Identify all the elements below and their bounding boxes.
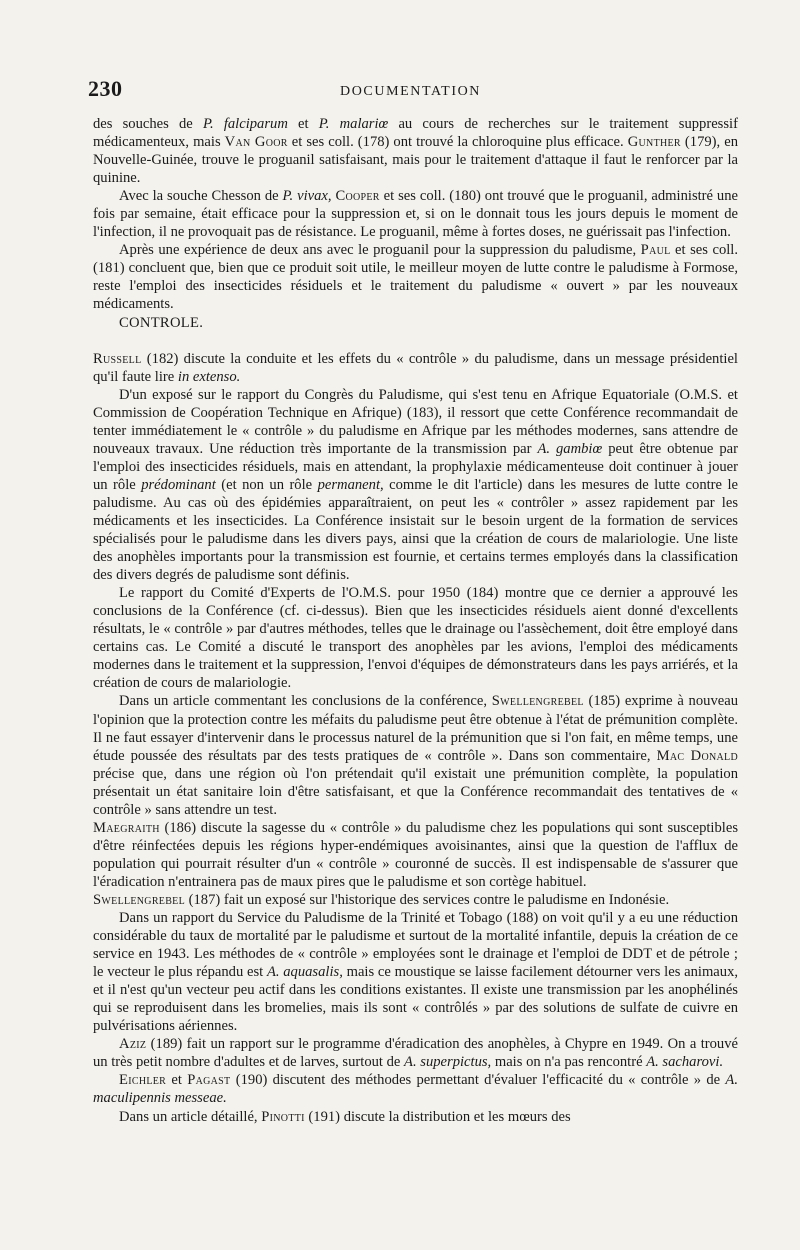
paragraph [93,584,738,692]
text-run: (190) discutent des méthodes permettant d'évaluer l'efficacité du « contrôle » de [230,1072,726,1089]
italic-term: in extenso. [177,368,241,385]
text-run: (185) exprime à nouveau l'opinion que la protection contre les méfaits du paludisme peut être obtenue à l'état de prémunition complète. Il ne faut essayer d'intervenir dans le processus naturel de la prémunition que si l'on fait, en même temps, une étude poussée des résultats par des tests pratiques de « contrôle ». Dans son commentaire, [93,693,738,764]
text-run: Dans un article commentant les conclusions de la conférence, [119,693,492,710]
paragraph [93,1108,738,1126]
text-run: Dans un rapport du Service du Paludisme de la Trinité et Tobago (188) on voit qu'il y a eu une réduction considérable du taux de mortalité par le paludisme et surtout de la mortalité infantile, depuis la création de ce service en 1943. Les méthodes de « contrôle » employées sont le drainage et l'emploi de DDT et de pétrole ; le vecteur le plus répandu est [93,910,738,981]
text-run: CONTROLE. [119,314,204,331]
italic-term: P. malariœ [318,116,389,132]
text-run: au cours de recherches sur le traitement suppressif médicamenteux, mais [93,116,738,151]
text-run: Le rapport du Comité d'Experts de l'O.M.S. pour 1950 (184) montre que ce dernier a approuvé les conclusions de la Conférence (cf. ci-dessus). Bien que les insecticides résiduels aient donné d'excellents résultats, le « contrôle » par d'autres méthodes, telles que le drainage ou l'assèchement, doit être employé dans certains cas. Le Comité a discuté le transport des anophèles par les avions, l'emploi des médicaments modernes dans le traitement et la suppression, l'envoi d'équipes de démonstrateurs dans les pays arriérés, et la création de cours de malariologie. [93,585,738,692]
author-name: Gunther [627,134,681,151]
text-run: (179), en Nouvelle-Guinée, trouve le proguanil satisfaisant, mais pour le traitement d'attaque il faut le renforcer par la quinine. [93,134,738,187]
paragraph [93,819,738,891]
italic-term: permanent, [317,476,384,493]
article-body [93,115,738,1126]
text-run: (191) discute la distribution et les mœurs des [304,1108,571,1125]
author-name: Swellengrebel [93,891,185,908]
paragraph [93,909,738,1035]
author-name: Russell [93,350,142,367]
text-run: précise que, dans une région où l'on prétendait qu'il existait une prémunition complète, la population présentait un état sanitaire loin d'être satisfaisant, et que la Conférence recommandait des tentatives de « contrôle » sans attendre un test. [93,765,738,818]
author-name: Maegraith [93,819,160,836]
text-run: et ses coll. (181) concluent que, bien que ce produit soit utile, le meilleur moyen de lutte contre le paludisme à Formose, reste l'emploi des insecticides résiduels et le traitement du paludisme « ouvert » par les nouveaux médicaments. [93,242,738,313]
author-name: Cooper [335,188,380,205]
text-run: D'un exposé sur le rapport du Congrès du Paludisme, qui s'est tenu en Afrique Equatoriale (O.M.S. et Commission de Coopération Technique en Afrique) (183), il ressort que cette Conférence recommandait de tenter immédiatement le « contrôle » du paludisme en Afrique par les méthodes modernes, sans attendre de nouveaux travaux. Une réduction très importante de la transmission par [93,386,738,457]
text-run: mais ce moustique se laisse facilement détourner vers les animaux, et il n'est qu'un vecteur peu actif dans les conditions existantes. Il existe une transmission par les anophélinés qui se reproduisent dans les bromelies, mais ils sont « contrôlés » par des solutions de sulfate de cuivre en pulvérisations aériennes. [93,964,739,1035]
author-name: Aziz [119,1036,147,1053]
italic-term: P. vivax, [282,188,332,205]
italic-term: A. sacharovi. [646,1054,724,1071]
text-run: (et non un rôle [215,476,318,493]
paragraph [93,350,738,386]
paragraph [93,1035,738,1071]
author-name: Pagast [187,1072,231,1089]
text-run: et ses coll. (180) ont trouvé que le proguanil, administré une fois par semaine, était efficace pour la suppression et, si on le donnait tous les jours depuis le moment de l'infection, il ne provoquait pas de résistance. Le proguanil, même à fortes doses, ne guérissait pas l'infection. [93,188,738,241]
paragraph [93,1071,738,1107]
text-run: Dans un article détaillé, [119,1108,262,1125]
text-run: (182) discute la conduite et les effets du « contrôle » du paludisme, dans un message présidentiel qu'il faute lire [93,350,738,385]
italic-term: A. maculipennis messeae. [93,1072,738,1107]
text-run: et [166,1072,188,1089]
paragraph [93,187,738,241]
text-run: mais on n'a pas rencontré [491,1054,647,1071]
paragraph [93,692,738,818]
text-run: (186) discute la sagesse du « contrôle » du paludisme chez les populations qui sont susceptibles d'être réinfectées depuis les régions hyper-endémiques avoisinantes, ainsi que la question de l'afflux de population qui pourrait résulter d'un « contrôle » couronné de succès. Il est indispensable de s'assurer que l'éradication n'entrainera pas de maux pires que le paludisme et son cortège habituel. [93,819,738,890]
author-name: Paul [640,242,671,259]
author-name: Mac Donald [656,747,738,764]
paragraph [93,241,738,313]
text-run: et ses coll. (178) ont trouvé la chloroquine plus efficace. [287,134,628,151]
text-run: peut être obtenue par l'emploi des insecticides résiduels, mais en attendant, la prophylaxie médicamenteuse doit continuer à jouer un rôle [93,440,739,493]
italic-term: A. superpictus, [404,1054,492,1071]
author-name: Van Goor [224,134,288,151]
italic-term: A. aquasalis, [266,964,343,981]
text-run: Avec la souche Chesson de [119,188,283,205]
running-header: DOCUMENTATION [340,84,482,99]
text-run: (187) fait un exposé sur l'historique des services contre le paludisme en Indonésie. [185,891,670,908]
paragraph [93,386,738,585]
author-name: Eichler [119,1072,167,1089]
author-name: Pinotti [261,1108,305,1125]
text-run: des souches de [93,116,203,132]
text-run: et [287,116,319,132]
paragraph [93,115,738,187]
italic-term: prédominant [141,476,216,493]
section-heading [93,314,738,332]
author-name: Swellengrebel [491,693,584,710]
page-number: 230 [88,76,123,101]
text-run: comme le dit l'article) dans les mesures de lutte contre le paludisme. Au cas où des épidémies apparaîtraient, on peut les « contrôler » assez rapidement par les médicaments et les insecticides. La Conférence insistait sur le besoin urgent de la formation de services spécialisés pour le paludisme dans les divers pays, ainsi que la création de cours de malariologie. Une liste des anophèles importants pour la transmission est fournie, et certains termes employés dans la classification des divers degrés de paludisme sont définis. [93,476,738,584]
text-run: (189) fait un rapport sur le programme d'éradication des anophèles, à Chypre en 1949. On a trouvé un très petit nombre d'adultes et de larves, surtout de [93,1036,738,1071]
text-run: Après une expérience de deux ans avec le proguanil pour la suppression du paludisme, [119,242,641,259]
paragraph [93,891,738,909]
italic-term: P. falciparum [202,116,288,132]
italic-term: A. gambiœ [537,440,603,457]
